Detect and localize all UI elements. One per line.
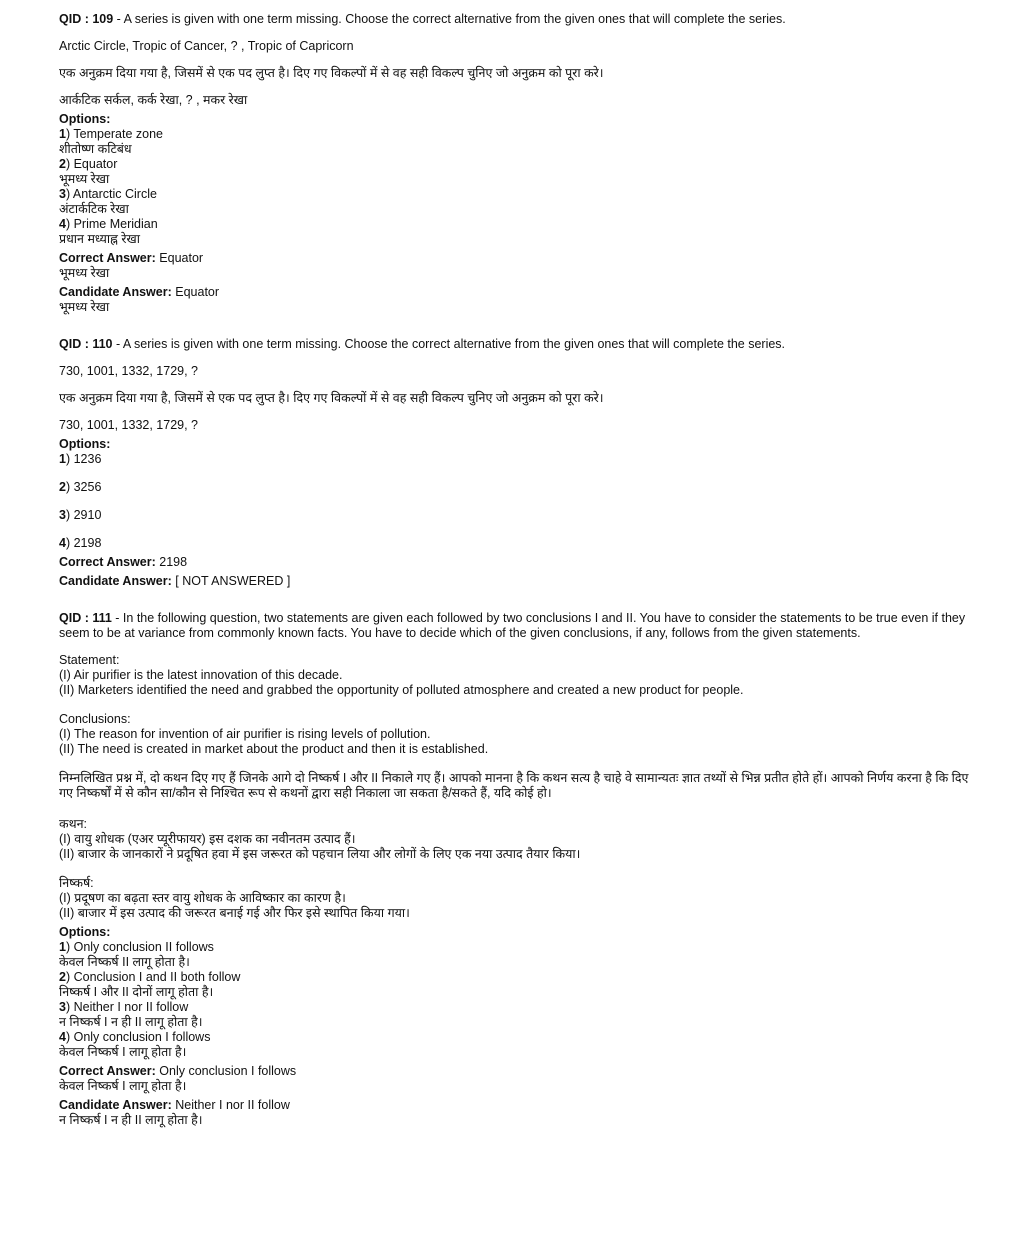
conclusions-english bbox=[59, 712, 969, 757]
qid-label: QID : 111 bbox=[59, 611, 112, 625]
qid-label: QID : 109 bbox=[59, 12, 114, 26]
option-2: 2) Conclusion I and II both follow निष्कर्ष I और II दोनों लागू होता है। bbox=[59, 970, 969, 1000]
option-3: 3) 2910 bbox=[59, 508, 102, 522]
candidate-answer-value: Equator bbox=[175, 285, 220, 299]
option-text: Only conclusion I follows bbox=[73, 1030, 211, 1044]
statement-item-hindi: (II) बाजार के जानकारों ने प्रदूषित हवा में इस जरूरत को पहचान लिया और लोगों के लिए एक नया उत्पाद तैयार किया। bbox=[59, 847, 581, 861]
option-1: 1) Only conclusion II follows केवल निष्कर्ष II लागू होता है। bbox=[59, 940, 969, 970]
options-label: Options: bbox=[59, 112, 111, 126]
question-prompt-hindi: एक अनुक्रम दिया गया है, जिसमें से एक पद लुप्त है। दिए गए विकल्पों में से वह सही विकल्प चुनिए जो अनुक्रम को पूरा करे। bbox=[59, 391, 604, 405]
question-header: QID : 111 - In the following question, two statements are given each followed by two conclusions I and II. You have to consider the statements to be true even if they seem to be at variance from commonly known facts. You have to decide which of the given conclusions, if any, follows from the given statements. bbox=[59, 611, 966, 640]
option-text: 1236 bbox=[73, 452, 102, 466]
question-110 bbox=[59, 337, 969, 589]
correct-answer: Correct Answer: 2198 bbox=[59, 555, 188, 569]
question-prompt: A series is given with one term missing. Choose the correct alternative from the given ones that will complete the series. bbox=[122, 337, 786, 351]
option-text-hindi: न निष्कर्ष I न ही II लागू होता है। bbox=[59, 1015, 203, 1029]
option-text: 2910 bbox=[73, 508, 102, 522]
option-3: 3) Antarctic Circle अंटार्कटिक रेखा bbox=[59, 187, 969, 217]
option-1: 1) Temperate zone शीतोष्ण कटिबंध bbox=[59, 127, 969, 157]
statement-item-hindi: (I) वायु शोधक (एअर प्यूरीफायर) इस दशक का नवीनतम उत्पाद हैं। bbox=[59, 832, 356, 846]
question-header: QID : 110 - A series is given with one term missing. Choose the correct alternative from the given ones that will complete the series. bbox=[59, 337, 786, 351]
question-header: QID : 109 - A series is given with one term missing. Choose the correct alternative from the given ones that will complete the series. bbox=[59, 12, 786, 26]
option-text: 3256 bbox=[73, 480, 102, 494]
correct-answer: Correct Answer: Equator भूमध्य रेखा bbox=[59, 251, 969, 281]
qid-label: QID : 110 bbox=[59, 337, 113, 351]
option-4: 4) 2198 bbox=[59, 536, 102, 550]
conclusion-item: (I) The reason for invention of air purifier is rising levels of pollution. bbox=[59, 727, 431, 741]
option-text-hindi: केवल निष्कर्ष II लागू होता है। bbox=[59, 955, 190, 969]
conclusion-item-hindi: (I) प्रदूषण का बढ़ता स्तर वायु शोधक के आविष्कार का कारण है। bbox=[59, 891, 346, 905]
option-text-hindi: प्रधान मध्याह्न रेखा bbox=[59, 232, 140, 246]
options-label: Options: bbox=[59, 925, 111, 939]
statements-english bbox=[59, 653, 969, 698]
option-1: 1) 1236 bbox=[59, 452, 102, 466]
option-4: 4) Only conclusion I follows केवल निष्कर्ष I लागू होता है। bbox=[59, 1030, 969, 1060]
question-111 bbox=[59, 611, 969, 1128]
correct-answer-hindi: भूमध्य रेखा bbox=[59, 266, 110, 280]
statement-item: (II) Marketers identified the need and grabbed the opportunity of polluted atmosphere and created a new product for people. bbox=[59, 683, 744, 697]
option-text: Only conclusion II follows bbox=[73, 940, 214, 954]
option-text: Prime Meridian bbox=[73, 217, 158, 231]
question-prompt-hindi: निम्नलिखित प्रश्न में, दो कथन दिए गए हैं जिनके आगे दो निष्कर्ष I और II निकाले गए हैं। आपको मानना है कि कथन सत्य है चाहे वे सामान्यतः ज्ञात तथ्यों से भिन्न प्रतीत होते हों। आपको निर्णय करना है कि दिए गए निष्कर्षों में से कौन सा/कौन से निश्चित रूप से कथनों द्वारा सही निकाला जा सकता है/सकते हैं, यदि कोई हो। bbox=[59, 771, 969, 800]
candidate-answer-hindi: न निष्कर्ष I न ही II लागू होता है। bbox=[59, 1113, 203, 1127]
correct-answer: Correct Answer: Only conclusion I follows केवल निष्कर्ष I लागू होता है। bbox=[59, 1064, 969, 1094]
question-prompt: In the following question, two statements are given each followed by two conclusions I and II. You have to consider the statements to be true even if they seem to be at variance from commonly known facts. You have to decide which of the given conclusions, if any, follows from the given statements. bbox=[59, 611, 966, 640]
series-hindi: आर्कटिक सर्कल, कर्क रेखा, ? , मकर रेखा bbox=[59, 93, 248, 107]
conclusions-hindi bbox=[59, 876, 969, 921]
candidate-answer-value: [ NOT ANSWERED ] bbox=[175, 574, 291, 588]
option-text-hindi: अंटार्कटिक रेखा bbox=[59, 202, 129, 216]
options-label: Options: bbox=[59, 437, 111, 451]
option-2: 2) 3256 bbox=[59, 480, 102, 494]
statement-heading-hindi: कथन: bbox=[59, 817, 87, 831]
option-text: 2198 bbox=[73, 536, 102, 550]
conclusions-heading-hindi: निष्कर्ष: bbox=[59, 876, 94, 890]
candidate-answer-value: Neither I nor II follow bbox=[175, 1098, 290, 1112]
option-text: Equator bbox=[73, 157, 118, 171]
option-text: Neither I nor II follow bbox=[73, 1000, 189, 1014]
series-english: Arctic Circle, Tropic of Cancer, ? , Tropic of Capricorn bbox=[59, 39, 354, 53]
conclusions-heading: Conclusions: bbox=[59, 712, 131, 726]
candidate-answer-hindi: भूमध्य रेखा bbox=[59, 300, 110, 314]
option-text-hindi: केवल निष्कर्ष I लागू होता है। bbox=[59, 1045, 187, 1059]
option-text: Antarctic Circle bbox=[72, 187, 157, 201]
statements-hindi bbox=[59, 817, 969, 862]
correct-answer-value: 2198 bbox=[159, 555, 188, 569]
statement-item: (I) Air purifier is the latest innovation of this decade. bbox=[59, 668, 343, 682]
statement-heading: Statement: bbox=[59, 653, 120, 667]
correct-answer-value: Equator bbox=[159, 251, 204, 265]
candidate-answer: Candidate Answer: Equator भूमध्य रेखा bbox=[59, 285, 969, 315]
option-text-hindi: निष्कर्ष I और II दोनों लागू होता है। bbox=[59, 985, 214, 999]
question-109 bbox=[59, 12, 969, 315]
option-2: 2) Equator भूमध्य रेखा bbox=[59, 157, 969, 187]
option-text-hindi: शीतोष्ण कटिबंध bbox=[59, 142, 132, 156]
conclusion-item-hindi: (II) बाजार में इस उत्पाद की जरूरत बनाई गई और फिर इसे स्थापित किया गया। bbox=[59, 906, 410, 920]
option-3: 3) Neither I nor II follow न निष्कर्ष I न ही II लागू होता है। bbox=[59, 1000, 969, 1030]
conclusion-item: (II) The need is created in market about the product and then it is established. bbox=[59, 742, 489, 756]
correct-answer-value: Only conclusion I follows bbox=[159, 1064, 297, 1078]
series-english: 730, 1001, 1332, 1729, ? bbox=[59, 364, 199, 378]
question-prompt-hindi: एक अनुक्रम दिया गया है, जिसमें से एक पद लुप्त है। दिए गए विकल्पों में से वह सही विकल्प चुनिए जो अनुक्रम को पूरा करे। bbox=[59, 66, 604, 80]
option-text: Conclusion I and II both follow bbox=[73, 970, 241, 984]
series-hindi: 730, 1001, 1332, 1729, ? bbox=[59, 418, 199, 432]
candidate-answer: Candidate Answer: Neither I nor II follow न निष्कर्ष I न ही II लागू होता है। bbox=[59, 1098, 969, 1128]
correct-answer-hindi: केवल निष्कर्ष I लागू होता है। bbox=[59, 1079, 187, 1093]
option-text: Temperate zone bbox=[73, 127, 164, 141]
question-prompt: A series is given with one term missing. Choose the correct alternative from the given ones that will complete the series. bbox=[123, 12, 786, 26]
candidate-answer: Candidate Answer: [ NOT ANSWERED ] bbox=[59, 574, 291, 588]
option-text-hindi: भूमध्य रेखा bbox=[59, 172, 110, 186]
document-page bbox=[59, 12, 969, 1146]
option-4: 4) Prime Meridian प्रधान मध्याह्न रेखा bbox=[59, 217, 969, 247]
